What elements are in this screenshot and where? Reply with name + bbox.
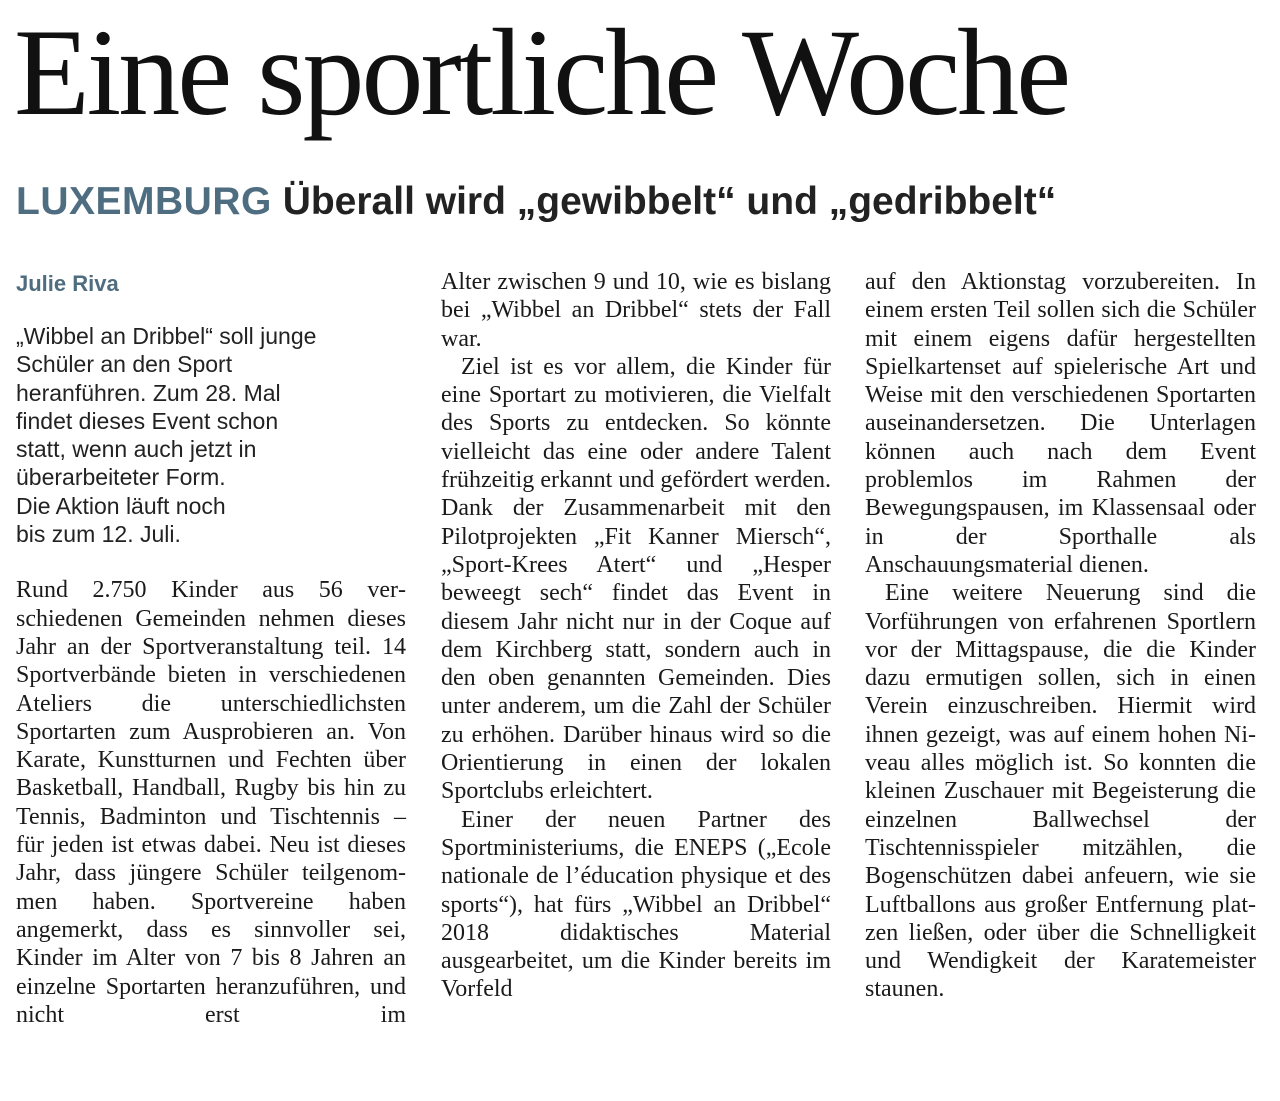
intro-line: Die Aktion läuft noch	[16, 492, 226, 519]
body-paragraph: Einer der neuen Partner des Sportministeriums, die ENEPS („Ecole nationale de l’éducation physique et des sports“), hat fürs „Wibbel an Dribbel“ 2018 didaktisches Material ausgearbeitet, um die Kinder bereits im Vorfeld	[441, 806, 831, 1003]
body-paragraph: Alter zwischen 9 und 10, wie es bislang bei „Wibbel an Dribbel“ stets der Fall war.	[441, 269, 831, 352]
article-column-3	[865, 268, 1256, 1004]
article-column-1	[16, 268, 406, 1029]
intro-line: „Wibbel an Dribbel“ soll junge	[16, 323, 317, 349]
headline: Eine sportliche Woche	[14, 4, 1069, 141]
intro-line: heranführen. Zum 28. Mal	[16, 379, 281, 406]
body-paragraph: Eine weitere Neuerung sind die Vorführungen von erfahrenen Sportlern vor der Mittagspause, die die Kinder dazu ermutigen sollen, sich in einen Verein einzuschreiben. Hiermit wird ihnen gezeigt, was auf einem hohen Niveau alles möglich ist. So konnten die kleinen Zuschauer mit Begeisterung die einzelnen Ballwechsel der Tischtennisspieler mitzählen, die Bogenschützen dabei anfeuern, wie sie Luftballons aus großer Entfernung platzen ließen, oder über die Schnelligkeit und Wendigkeit der Karatemeister staunen.	[865, 580, 1256, 1003]
subheadline	[16, 176, 1056, 228]
body-paragraph: Ziel ist es vor allem, die Kinder für eine Sportart zu motivieren, die Vielfalt des Sports zu entdecken. So könnte vielleicht das eine oder andere Talent frühzeitig erkannt und gefördert werden. Dank der Zusammenarbeit mit den Pilotprojekten „Fit Kanner Miersch“, „Sport-Krees Atert“ und „Hesper beweegt sech“ findet das Event in diesem Jahr nicht nur in der Coque auf dem Kirchberg statt, sondern auch in den oben genannten Gemeinden. Dies unter anderem, um die Zahl der Schüler zu erhöhen. Darüber hinaus wird so die Orientierung in einen der lokalen Sportclubs erleichtert.	[441, 353, 831, 805]
kicker-location: LUXEMBURG	[16, 180, 272, 223]
intro-line: überarbeiteter Form.	[16, 464, 226, 491]
article-column-2	[441, 268, 831, 1004]
body-paragraph: Rund 2.750 Kinder aus 56 verschiedenen Gemeinden nehmen dieses Jahr an der Sportveranstaltung teil. 14 Sportverbände bieten in verschiedenen Ateliers die unterschiedlichsten Sportarten zum Ausprobieren an. Von Karate, Kunstturnen und Fechten über Basketball, Handball, Rugby bis hin zu Tennis, Badminton und Tischtennis – für jeden ist etwas dabei. Neu ist dieses Jahr, dass jüngere Schüler teilgenommen haben. Sportvereine haben angemerkt, dass es sinnvoller sei, Kinder im Alter von 7 bis 8 Jahren an einzelne Sportarten heranzuführen, und nicht erst im	[16, 577, 406, 1028]
intro-line: Schüler an den Sport	[16, 351, 233, 378]
body-paragraph: auf den Aktionstag vorzubereiten. In einem ersten Teil sollen sich die Schüler mit einem eigens dafür hergestellten Spielkartenset auf spielerische Art und Weise mit den verschiedenen Sportarten auseinandersetzen. Die Unterlagen können auch nach dem Event problemlos im Rahmen der Bewegungspausen, im Klassensaal oder in der Sporthalle als Anschauungsmaterial dienen.	[865, 269, 1256, 578]
intro-line: bis zum 12. Juli.	[16, 521, 181, 548]
article-intro	[16, 322, 406, 548]
intro-line: findet dieses Event schon	[16, 407, 279, 434]
intro-line: statt, wenn auch jetzt in	[16, 436, 257, 463]
author-byline: Julie Riva	[16, 271, 119, 296]
subheadline-text: Überall wird „gewibbelt“ und „gedribbelt“	[282, 180, 1057, 223]
